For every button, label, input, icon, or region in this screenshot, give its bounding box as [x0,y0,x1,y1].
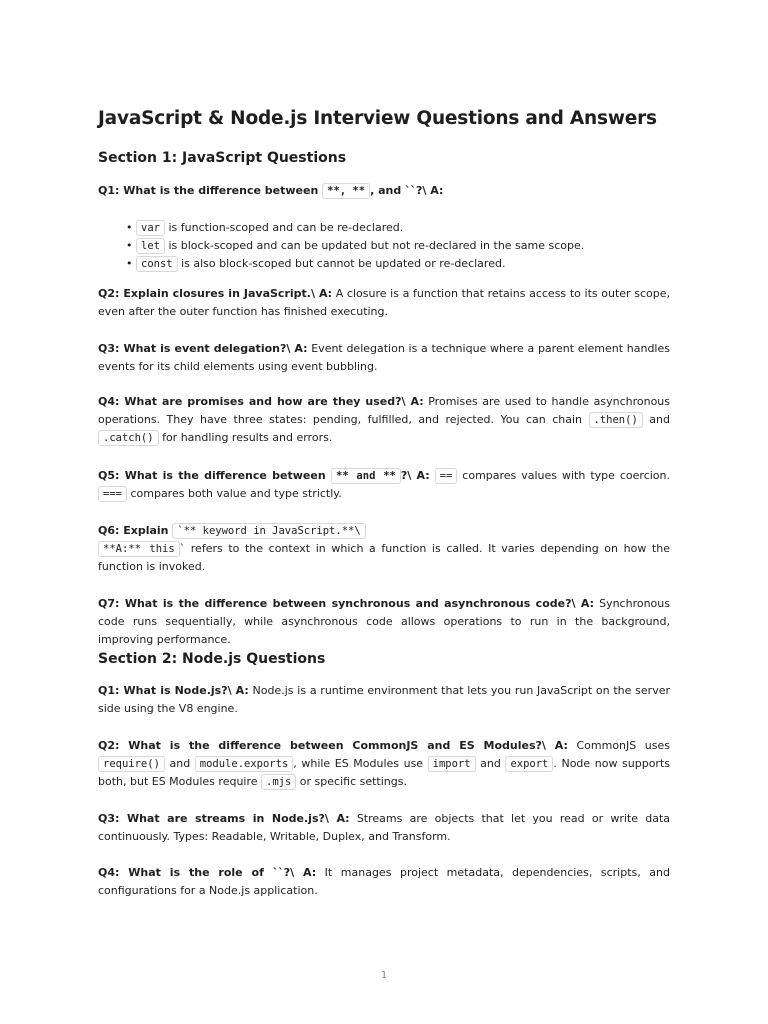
s1-q6: Q6: Explain `** keyword in JavaScript.**\ **A:** this ` refers to the context in which a function is called. It varies depending on how the function is invoked. [98,524,670,573]
inline-code: import [428,756,476,772]
inline-code: ** and ** [331,468,401,484]
s2-q1: Q1: What is Node.js?\ A: Node.js is a runtime environment that lets you run JavaScript on the server side using the V8 engine. [98,684,670,715]
inline-code: === [98,486,127,502]
inline-code: `** keyword in JavaScript.**\ [172,523,365,539]
inline-code: == [435,468,458,484]
inline-code: module.exports [195,756,294,772]
s1-q3: Q3: What is event delegation?\ A: Event delegation is a technique where a parent element handles events for its child elements using event bubbling. [98,342,670,373]
s2-q3: Q3: What are streams in Node.js?\ A: Streams are objects that let you read or write data continuously. Types: Readable, Writable, Duplex, and Transform. [98,812,671,843]
inline-code: var [136,220,165,236]
page-number: 1 [380,970,388,981]
list-item: • const is also block-scoped but cannot be updated or re-declared. [126,257,506,270]
s2-q4: Q4: What is the role of ``?\ A: It manages project metadata, dependencies, scripts, and configurations for a Node.js application. [98,866,670,897]
list-item: • var is function-scoped and can be re-declared. [126,221,404,234]
s1-q5: Q5: What is the difference between ** and ** ?\ A: == compares values with type coercion. === compares both value and type strictly. [98,469,670,500]
inline-code: require() [98,756,165,772]
s1-q4: Q4: What are promises and how are they used?\ A: Promises are used to handle asynchronous operations. They have three states: pending, fulfilled, and rejected. You can chain .then() and .catch() for handling results and errors. [98,395,671,444]
s2-q2: Q2: What is the difference between CommonJS and ES Modules?\ A: CommonJS uses require() and module.exports , while ES Modules use import and export . Node now supports both, but ES Modules require .mjs or specific settings. [98,739,670,788]
s1-q1-bullet-list [126,219,584,273]
inline-code: **A:** this [98,541,180,557]
s1-q1: Q1: What is the difference between **, ** , and ``?\ A: [98,184,444,197]
inline-code: **, ** [322,183,370,199]
inline-code: .then() [589,412,643,428]
inline-code: let [136,238,165,254]
inline-code: .mjs [261,774,296,790]
inline-code: export [505,756,553,772]
list-item: • let is block-scoped and can be updated but not re-declared in the same scope. [126,239,585,252]
page-title: JavaScript & Node.js Interview Questions and Answers [98,108,657,129]
section2-heading: Section 2: Node.js Questions [98,651,326,667]
inline-code: const [136,256,178,272]
inline-code: .catch() [98,430,159,446]
s1-q7: Q7: What is the difference between synchronous and asynchronous code?\ A: Synchronous code runs sequentially, while asynchronous code allows operations to run in the background, improving performance. [98,597,670,646]
section1-heading: Section 1: JavaScript Questions [98,150,347,166]
s1-q2: Q2: Explain closures in JavaScript.\ A: A closure is a function that retains access to its outer scope, even after the outer function has finished executing. [98,287,670,318]
